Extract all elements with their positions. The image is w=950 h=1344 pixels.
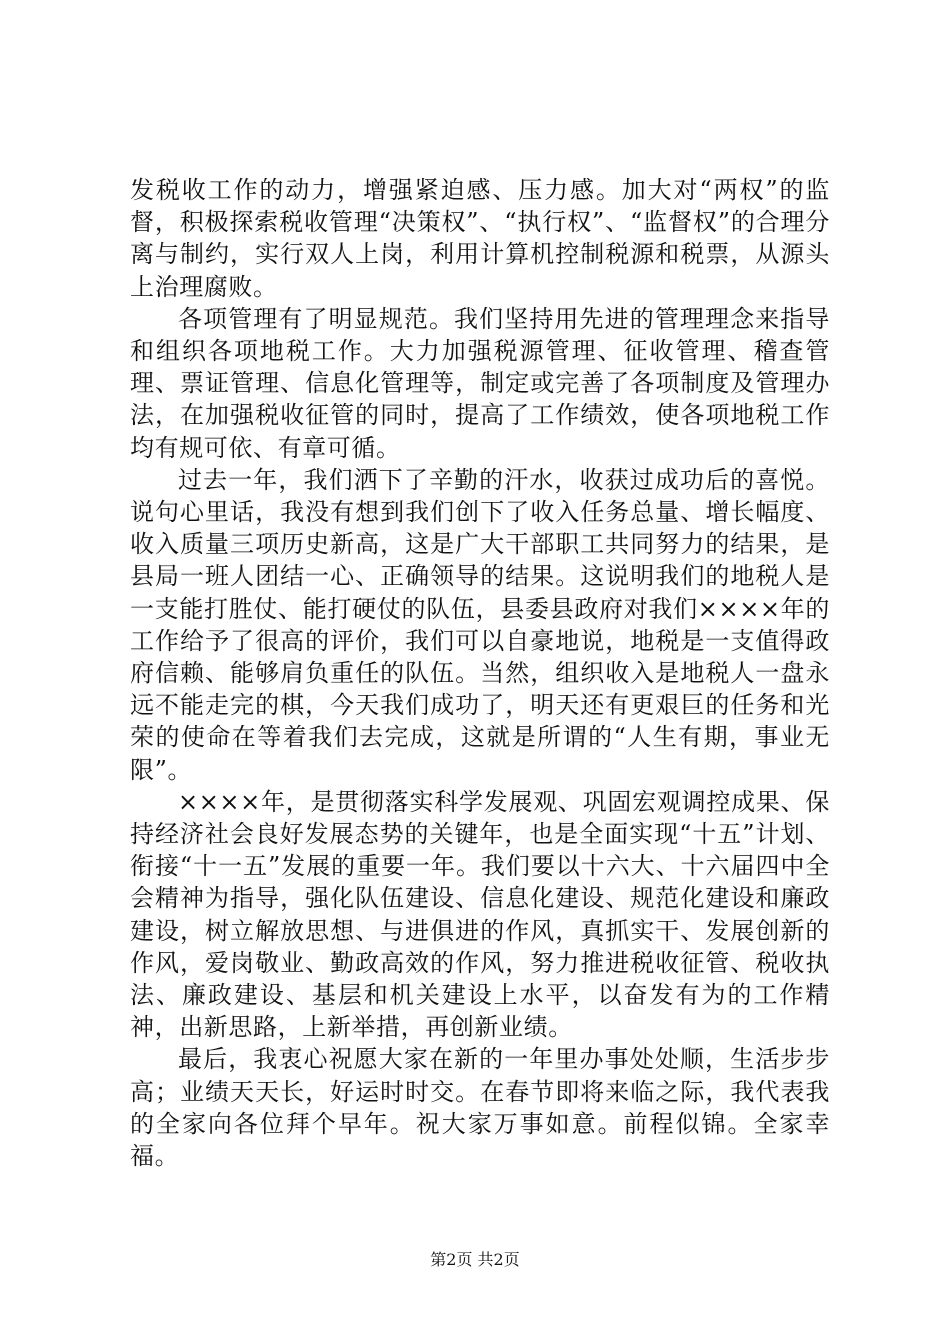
- paragraph-5: 最后，我衷心祝愿大家在新的一年里办事处处顺，生活步步高；业绩天天长，好运时时交。在春节即将来临之际，我代表我的全家向各位拜个早年。祝大家万事如意。前程似锦。全家幸福。: [130, 1045, 830, 1171]
- paragraph-1: 发税收工作的动力，增强紧迫感、压力感。加大对“两权”的监督，积极探索税收管理“决策权”、“执行权”、“监督权”的合理分离与制约，实行双人上岗，利用计算机控制税源和税票，从源头上治理腐败。: [130, 176, 830, 301]
- document-body: [130, 174, 830, 1172]
- paragraph-2: 各项管理有了明显规范。我们坚持用先进的管理理念来指导和组织各项地税工作。大力加强税源管理、征收管理、稽查管理、票证管理、信息化管理等，制定或完善了各项制度及管理办法，在加强税收征管的同时，提高了工作绩效，使各项地税工作均有规可依、有章可循。: [130, 304, 830, 462]
- page-number-label: 第2页 共2页: [430, 1250, 520, 1269]
- paragraph-3: 过去一年，我们洒下了辛勤的汗水，收获过成功后的喜悦。说句心里话，我没有想到我们创下了收入任务总量、增长幅度、收入质量三项历史新高，这是广大干部职工共同努力的结果，是县局一班人团结一心、正确领导的结果。这说明我们的地税人是一支能打胜仗、能打硬仗的队伍，县委县政府对我们××××年的工作给予了很高的评价，我们可以自豪地说，地税是一支值得政府信赖、能够肩负重任的队伍。当然，组织收入是地税人一盘永远不能走完的棋，今天我们成功了，明天还有更艰巨的任务和光荣的使命在等着我们去完成，这就是所谓的“人生有期，事业无限”。: [130, 465, 830, 784]
- page-footer: [0, 1249, 950, 1271]
- paragraph-4: ××××年，是贯彻落实科学发展观、巩固宏观调控成果、保持经济社会良好发展态势的关键年，也是全面实现“十五”计划、衔接“十一五”发展的重要一年。我们要以十六大、十六届四中全会精神为指导，强化队伍建设、信息化建设、规范化建设和廉政建设，树立解放思想、与进俱进的作风，真抓实干、发展创新的作风，爱岗敬业、勤政高效的作风，努力推进税收征管、税收执法、廉政建设、基层和机关建设上水平，以奋发有为的工作精神，出新思路，上新举措，再创新业绩。: [130, 787, 830, 1042]
